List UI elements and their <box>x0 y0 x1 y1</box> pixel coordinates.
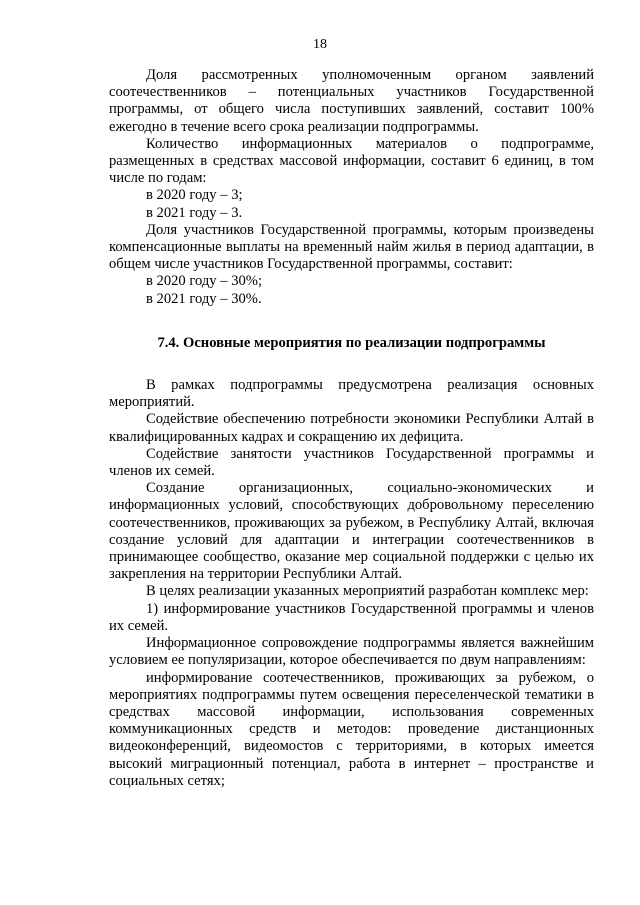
paragraph: Содействие обеспечению потребности экономики Республики Алтай в квалифицированных кадрах и сокращению их дефицита. <box>109 411 594 445</box>
section-heading: 7.4. Основные мероприятия по реализации подпрограммы <box>157 334 546 351</box>
paragraph: Доля рассмотренных уполномоченным органом заявлений соотечественников – потенциальных участников Государственной программы, от общего числа поступивших заявлений, составит 100% ежегодно в течение всего срока реализации подпрограммы. <box>109 67 594 135</box>
paragraph: Содействие занятости участников Государственной программы и членов их семей. <box>109 445 594 480</box>
paragraph: Создание организационных, социально-экономических и информационных условий, способствующих добровольному переселению соотечественников, проживающих за рубежом, в Республику Алтай, включая создание условий для адаптации и интеграции соотечественников в принимающее сообщество, оказание мер социальной поддержки с целью их закрепления на территории Республики Алтай. <box>109 480 594 583</box>
list-item: в 2020 году – 3; <box>146 187 243 204</box>
paragraph: В рамках подпрограммы предусмотрена реализация основных мероприятий. <box>109 377 594 411</box>
page-number: 18 <box>313 37 327 52</box>
paragraph: Доля участников Государственной программы, которым произведены компенсационные выплаты на временный найм жилья в период адаптации, в общем числе участников Государственной программы, составит: <box>109 221 594 273</box>
list-item: в 2020 году – 30%; <box>146 273 262 290</box>
list-item: в 2021 году – 30%. <box>146 290 262 307</box>
paragraph: В целях реализации указанных мероприятий разработан комплекс мер: <box>146 583 589 600</box>
document-body <box>109 67 594 790</box>
list-item: 1) информирование участников Государственной программы и членов их семей. <box>109 600 594 634</box>
list-item: в 2021 году – 3. <box>146 204 243 221</box>
paragraph: информирование соотечественников, проживающих за рубежом, о мероприятиях подпрограммы путем освещения переселенческой тематики в средствах массовой информации, использования современных коммуникационных средств и методов: проведение дистанционных видеоконференций, видеомостов с территориями, в которых имеется высокий миграционный потенциал, работа в интернет – пространстве и социальных сетях; <box>109 669 594 789</box>
paragraph: Количество информационных материалов о подпрограмме, размещенных в средствах массовой информации, составит 6 единиц, в том числе по годам: <box>109 135 594 187</box>
paragraph: Информационное сопровождение подпрограммы является важнейшим условием ее популяризации, которое обеспечивается по двум направлениям: <box>109 635 594 669</box>
